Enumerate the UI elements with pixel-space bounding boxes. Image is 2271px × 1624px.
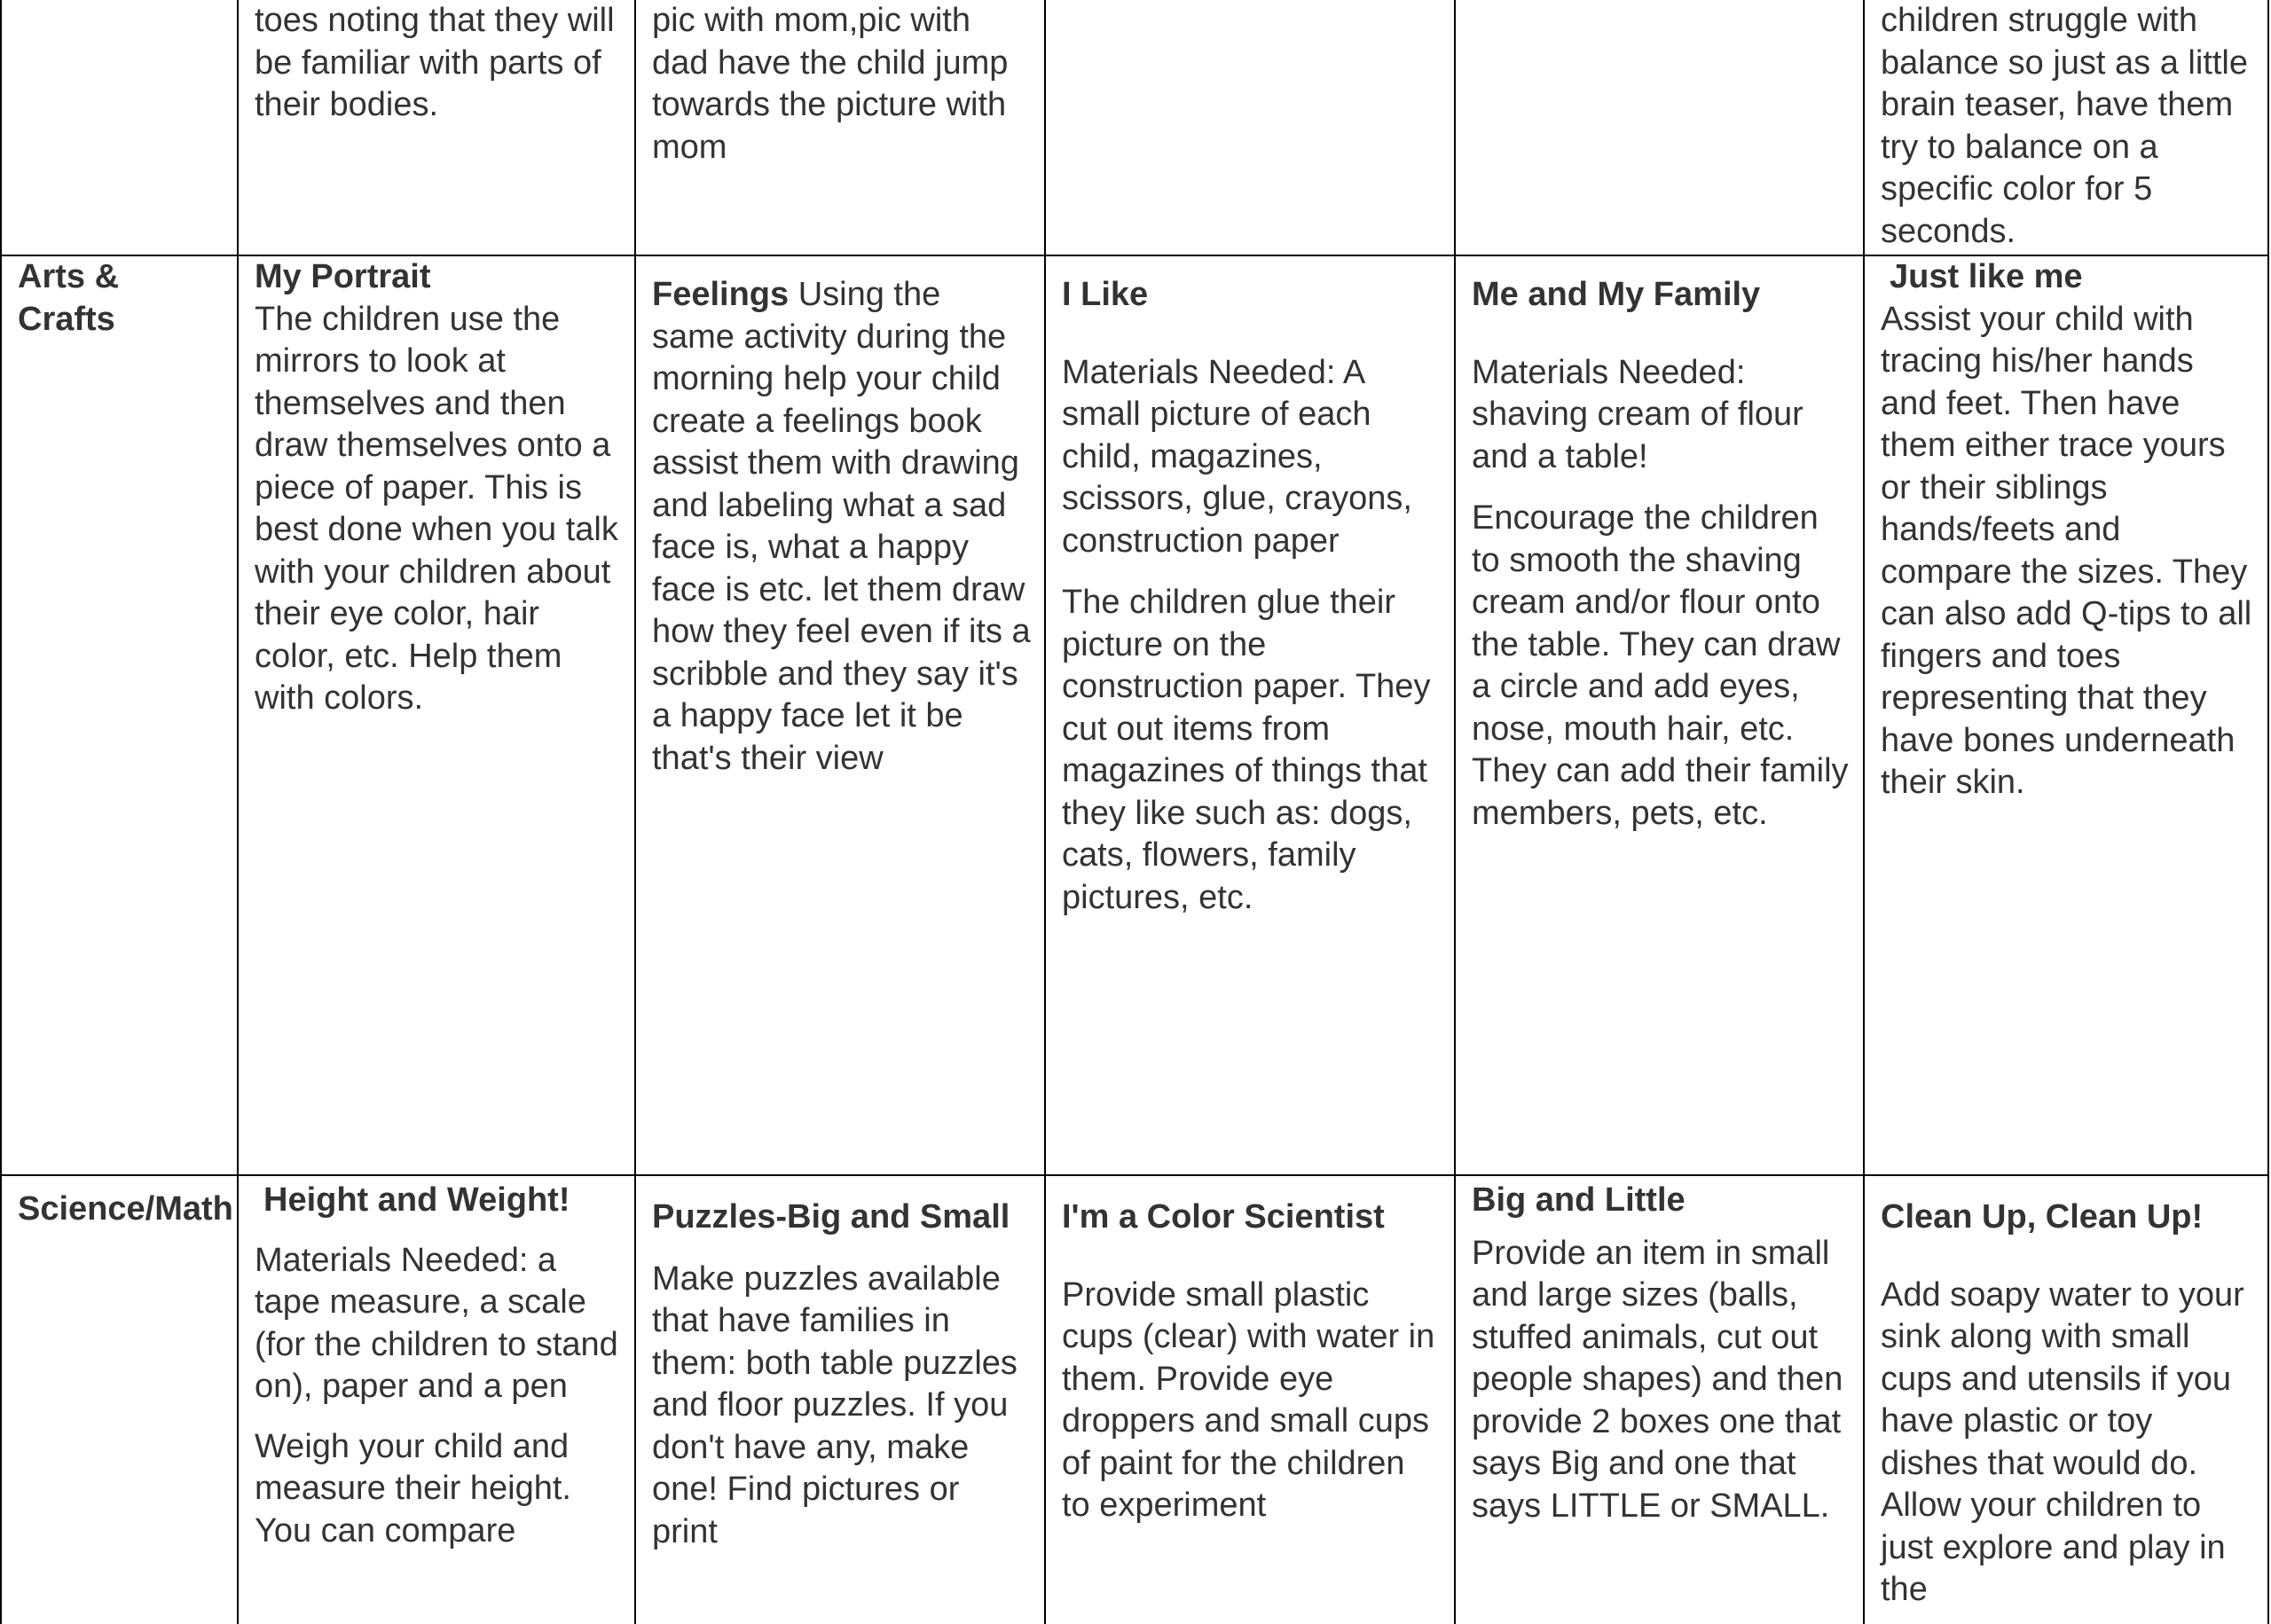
activity-title: Puzzles-Big and Small <box>652 1198 1010 1236</box>
activity-text: Provide an item in small and large sizes (balls, stuffed animals, cut out people shapes) and then provide 2 boxes one that says Big and one that says LITTLE or SMALL. <box>1472 1234 1843 1525</box>
row-header-science-math <box>1 1175 238 1624</box>
cell-arts-5 <box>1864 255 2268 1175</box>
activity-text: The children use the mirrors to look at themselves and then draw themselves onto a piece of paper. This is best done when you talk with your children about their eye color, hair color, etc. Help them with colors. <box>255 300 618 717</box>
row-header-line: Arts & <box>18 258 120 295</box>
activity-text: Provide small plastic cups (clear) with water in them. Provide eye droppers and small cups of paint for the children to experiment <box>1062 1275 1435 1524</box>
activity-title: Feelings <box>652 276 790 313</box>
cell-top-1 <box>238 0 635 255</box>
activity-materials: Materials Needed: A small picture of each child, magazines, scissors, glue, crayons, construction paper <box>1062 353 1412 560</box>
cell-text: pic with mom,pic with dad have the child jump towards the picture with mom <box>652 2 1009 166</box>
activity-title: My Portrait <box>255 258 431 295</box>
activity-title: Clean Up, Clean Up! <box>1881 1198 2204 1236</box>
activity-text-block <box>652 274 1032 780</box>
cell-science-4 <box>1455 1175 1864 1624</box>
activity-title: Just like me <box>1890 258 2083 295</box>
cell-arts-1 <box>238 255 635 1175</box>
activity-text: Weigh your child and measure their height. You can compare <box>255 1427 571 1549</box>
row-header-arts-crafts <box>1 255 238 1175</box>
cell-arts-2 <box>635 255 1045 1175</box>
cell-arts-4 <box>1455 255 1864 1175</box>
cell-top-2 <box>635 0 1045 255</box>
cell-top-3 <box>1045 0 1455 255</box>
row-header-line: Crafts <box>18 300 115 338</box>
cell-top-5 <box>1864 0 2268 255</box>
cell-top-4 <box>1455 0 1864 255</box>
cell-science-2 <box>635 1175 1045 1624</box>
row-header-line: Science/Math <box>18 1190 233 1228</box>
activity-text: The children glue their picture on the construction paper. They cut out items from magazines of things that they like such as: dogs, cats, flowers, family pictures, etc. <box>1062 584 1431 916</box>
table-row <box>1 255 2268 1175</box>
activity-text: Assist your child with tracing his/her hands and feet. Then have them either trace yours or their siblings hands/feets and compare the sizes. They can also add Q-tips to all fingers and toes representing that they have bones underneath their skin. <box>1881 300 2252 801</box>
cell-science-3 <box>1045 1175 1455 1624</box>
activity-text: Add soapy water to your sink along with small cups and utensils if you have plastic or toy dishes that would do. Allow your children to just explore and play in the <box>1881 1275 2244 1608</box>
activity-title: Height and Weight! <box>263 1181 570 1219</box>
activity-materials: Materials Needed: shaving cream of flour and a table! <box>1472 353 1803 475</box>
activity-materials: Materials Needed: a tape measure, a scale (for the children to stand on), paper and a pen <box>255 1241 618 1405</box>
cell-arts-3 <box>1045 255 1455 1175</box>
cell-science-1 <box>238 1175 635 1624</box>
activity-title: Me and My Family <box>1472 276 1761 313</box>
table-row <box>1 0 2268 255</box>
cell-text: children struggle with balance so just as a little brain teaser, have them try to balance on a specific color for 5 seconds. <box>1881 2 2249 250</box>
activity-text: Make puzzles available that have families in them: both table puzzles and floor puzzles. If you don't have any, make one! Find pictures or print <box>652 1259 1018 1550</box>
cell-text: toes noting that they will be familiar with parts of their bodies. <box>255 2 615 123</box>
activity-text: Using the same activity during the morning help your child create a feelings book assist them with drawing and labeling what a sad face is, what a happy face is etc. let them draw how they feel even if its a scribble and they say it's a happy face let it be that's their view <box>652 276 1031 777</box>
table-row <box>1 1175 2268 1624</box>
cell-science-5 <box>1864 1175 2268 1624</box>
row-header-empty <box>1 0 238 255</box>
activity-title: I'm a Color Scientist <box>1062 1198 1385 1236</box>
activity-title: I Like <box>1062 276 1149 313</box>
activity-title: Big and Little <box>1472 1181 1686 1219</box>
activity-text: Encourage the children to smooth the shaving cream and/or flour onto the table. They can draw a circle and add eyes, nose, mouth hair, etc. They can add their family members, pets, etc. <box>1472 499 1849 832</box>
